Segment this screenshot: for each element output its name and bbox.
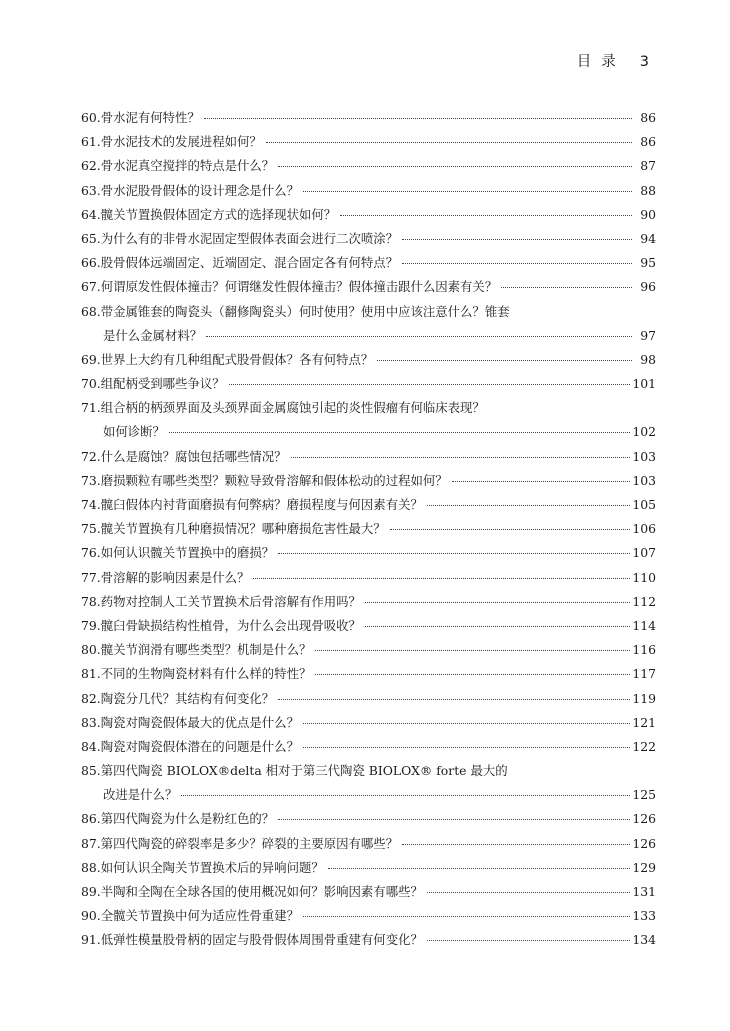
entry-number: 85.: [81, 763, 101, 779]
entry-number: 89.: [81, 884, 101, 899]
entry-page: 102: [632, 424, 656, 440]
toc-entry[interactable]: [81, 568, 656, 592]
toc-entry[interactable]: [81, 277, 656, 301]
running-header: [577, 50, 650, 71]
entry-number: 66.: [81, 255, 101, 271]
entry-number: 71.: [81, 400, 101, 416]
toc-entry[interactable]: [81, 616, 656, 640]
toc-entry[interactable]: [81, 205, 656, 229]
entry-number: 74.: [81, 497, 101, 512]
entry-page: 121: [632, 714, 656, 730]
toc-entry[interactable]: [81, 326, 656, 350]
entry-title: 陶瓷分几代？其结构有何变化？: [100, 690, 275, 706]
entry-number: 90.: [81, 908, 101, 924]
entry-title: 改进是什么？: [103, 787, 178, 803]
entry-page: 107: [632, 545, 656, 561]
toc-entry[interactable]: [81, 519, 656, 543]
entry-number: 73.: [81, 472, 101, 488]
dot-leader: [303, 916, 630, 917]
toc-entry[interactable]: [81, 713, 656, 737]
entry-title: 组合柄的柄颈界面及头颈界面金属腐蚀引起的炎性假瘤有何临床表现？: [100, 400, 485, 416]
entry-page: 90: [640, 206, 656, 222]
dot-leader: [204, 118, 632, 119]
entry-page: 101: [632, 376, 656, 392]
toc-entry[interactable]: [81, 108, 656, 132]
toc-entry[interactable]: [81, 350, 656, 374]
entry-page: 94: [640, 230, 656, 246]
dot-leader: [278, 819, 630, 820]
entry-page: 98: [640, 351, 656, 367]
dot-leader: [315, 674, 630, 675]
entry-page: 106: [632, 521, 656, 537]
entry-number: 64.: [81, 206, 101, 222]
entry-title: 何谓原发性假体撞击？何谓继发性假体撞击？假体撞击跟什么因素有关？: [100, 279, 498, 295]
dot-leader: [253, 578, 630, 579]
dot-leader: [402, 844, 630, 845]
toc-entry[interactable]: [81, 930, 656, 954]
entry-number: 78.: [81, 593, 101, 609]
dot-leader: [229, 384, 631, 385]
entry-number: 80.: [81, 642, 101, 658]
entry-title: 磨损颗粒有哪些类型？颗粒导致骨溶解和假体松动的过程如何？: [100, 472, 448, 488]
toc-entry[interactable]: [81, 737, 656, 761]
toc-entry[interactable]: [81, 882, 656, 906]
entry-number: 75.: [81, 521, 101, 537]
entry-title: 全髋关节置换中何为适应性骨重建？: [100, 908, 299, 924]
toc-entry[interactable]: [81, 495, 656, 519]
toc-entry[interactable]: [81, 689, 656, 713]
entry-title: 骨水泥技术的发展进程如何？: [100, 134, 262, 150]
entry-title: 是什么金属材料？: [103, 327, 203, 343]
dot-leader: [181, 795, 630, 796]
entry-title: 组配柄受到哪些争议？: [100, 376, 225, 392]
entry-title: 如何认识髋关节置换中的磨损？: [100, 545, 275, 561]
entry-title: 带金属锥套的陶瓷头（翻修陶瓷头）何时使用？使用中应该注意什么？锥套: [100, 303, 510, 319]
entry-title: 半陶和全陶在全球各国的使用概况如何？影响因素有哪些？: [100, 884, 423, 899]
entry-page: 96: [640, 279, 656, 295]
dot-leader: [340, 215, 632, 216]
dot-leader: [365, 602, 630, 603]
entry-number: 81.: [81, 666, 101, 682]
entry-number: 68.: [81, 303, 101, 319]
entry-page: 131: [632, 884, 656, 899]
entry-title: 如何诊断？: [103, 424, 165, 440]
entry-page: 103: [632, 448, 656, 464]
dot-leader: [303, 191, 632, 192]
entry-page: 112: [632, 593, 656, 609]
dot-leader: [278, 166, 632, 167]
entry-number: 67.: [81, 279, 101, 295]
toc-entry[interactable]: [81, 809, 656, 833]
entry-number: 72.: [81, 448, 101, 464]
toc-entry[interactable]: [81, 398, 656, 422]
entry-title: 骨水泥真空搅拌的特点是什么？: [100, 158, 275, 174]
entry-page: 126: [632, 811, 656, 827]
dot-leader: [206, 336, 632, 337]
entry-number: 77.: [81, 569, 101, 585]
entry-page: 126: [632, 835, 656, 851]
entry-number: 84.: [81, 738, 101, 754]
dot-leader: [402, 239, 632, 240]
toc-entry[interactable]: [81, 181, 656, 205]
entry-page: 86: [640, 110, 656, 125]
toc-entry[interactable]: [81, 761, 656, 785]
entry-number: 69.: [81, 351, 101, 367]
entry-number: 91.: [81, 932, 101, 948]
toc-entry[interactable]: [81, 471, 656, 495]
entry-page: 117: [632, 666, 656, 682]
entry-title: 髋关节置换有几种磨损情况？哪种磨损危害性最大？: [100, 521, 386, 537]
entry-title: 髋关节润滑有哪些类型？机制是什么？: [100, 642, 312, 658]
entry-number: 60.: [81, 110, 101, 125]
dot-leader: [427, 892, 630, 893]
entry-number: 82.: [81, 690, 101, 706]
toc-entry[interactable]: [81, 229, 656, 253]
dot-leader: [291, 457, 631, 458]
entry-title: 不同的生物陶瓷材料有什么样的特性？: [100, 666, 312, 682]
entry-number: 61.: [81, 134, 101, 150]
dot-leader: [390, 529, 631, 530]
entry-title: 第四代陶瓷为什么是粉红色的？: [100, 811, 275, 827]
toc-entry[interactable]: [81, 858, 656, 882]
dot-leader: [452, 481, 631, 482]
toc-entry[interactable]: [81, 543, 656, 567]
entry-number: 79.: [81, 617, 101, 633]
entry-number: 62.: [81, 158, 101, 174]
entry-title: 药物对控制人工关节置换术后骨溶解有作用吗？: [100, 593, 361, 609]
dot-leader: [501, 287, 632, 288]
toc-entry[interactable]: [81, 422, 656, 446]
entry-page: 129: [632, 859, 656, 875]
dot-leader: [427, 940, 630, 941]
entry-page: 116: [632, 642, 656, 658]
entry-page: 133: [632, 908, 656, 924]
toc-entry[interactable]: [81, 447, 656, 471]
toc-entry[interactable]: [81, 156, 656, 180]
entry-title: 世界上大约有几种组配式股骨假体？各有何特点？: [100, 351, 374, 367]
entry-number: 76.: [81, 545, 101, 561]
entry-title: 陶瓷对陶瓷假体最大的优点是什么？: [100, 714, 299, 730]
dot-leader: [377, 360, 632, 361]
toc-entry[interactable]: [81, 302, 656, 326]
toc-entry[interactable]: [81, 785, 656, 809]
entry-number: 63.: [81, 182, 101, 198]
entry-number: 70.: [81, 376, 101, 392]
entry-number: 65.: [81, 230, 101, 246]
entry-page: 119: [632, 690, 656, 706]
toc-entry[interactable]: [81, 132, 656, 156]
entry-page: 88: [640, 182, 656, 198]
dot-leader: [402, 263, 632, 264]
entry-page: 86: [640, 134, 656, 150]
dot-leader: [303, 723, 630, 724]
toc-entry[interactable]: [81, 834, 656, 858]
entry-title: 髋关节置换假体固定方式的选择现状如何？: [100, 206, 337, 222]
toc-entry[interactable]: [81, 592, 656, 616]
entry-title: 为什么有的非骨水泥固定型假体表面会进行二次喷涂？: [100, 230, 399, 246]
entry-page: 105: [632, 497, 656, 512]
entry-page: 122: [632, 738, 656, 754]
entry-page: 114: [632, 617, 656, 633]
entry-title: 陶瓷对陶瓷假体潜在的问题是什么？: [100, 738, 299, 754]
entry-title: 髋臼骨缺损结构性植骨，为什么会出现骨吸收？: [100, 617, 361, 633]
dot-leader: [278, 699, 630, 700]
entry-title: 第四代陶瓷 BIOLOX®delta 相对于第三代陶瓷 BIOLOX® forte 最大的: [100, 763, 508, 779]
entry-title: 髋臼假体内衬背面磨损有何弊病？磨损程度与何因素有关？: [100, 497, 423, 512]
entry-title: 骨溶解的影响因素是什么？: [100, 569, 250, 585]
entry-page: 103: [632, 472, 656, 488]
dot-leader: [278, 553, 630, 554]
entry-page: 87: [640, 158, 656, 174]
entry-page: 125: [632, 787, 656, 803]
entry-number: 87.: [81, 835, 101, 851]
entry-number: 83.: [81, 714, 101, 730]
entry-page: 95: [640, 255, 656, 271]
dot-leader: [427, 505, 630, 506]
table-of-contents: [81, 108, 656, 955]
dot-leader: [266, 142, 632, 143]
entry-title: 骨水泥有何特性？: [100, 110, 200, 125]
entry-title: 第四代陶瓷的碎裂率是多少？碎裂的主要原因有哪些？: [100, 835, 399, 851]
entry-title: 如何认识全陶关节置换术后的异响问题？: [100, 859, 324, 875]
toc-entry[interactable]: [81, 374, 656, 398]
entry-page: 134: [632, 932, 656, 948]
toc-entry[interactable]: [81, 253, 656, 277]
entry-page: 97: [640, 327, 656, 343]
dot-leader: [303, 747, 630, 748]
toc-entry[interactable]: [81, 640, 656, 664]
toc-entry[interactable]: [81, 906, 656, 930]
page-number: 3: [639, 54, 650, 70]
dot-leader: [169, 432, 630, 433]
section-title: 目录: [576, 54, 626, 70]
entry-number: 86.: [81, 811, 101, 827]
entry-number: 88.: [81, 859, 101, 875]
dot-leader: [328, 868, 631, 869]
entry-title: 股骨假体远端固定、近端固定、混合固定各有何特点？: [100, 255, 399, 271]
entry-title: 低弹性模量股骨柄的固定与股骨假体周围骨重建有何变化？: [100, 932, 423, 948]
dot-leader: [365, 626, 630, 627]
dot-leader: [315, 650, 630, 651]
entry-page: 110: [632, 569, 656, 585]
entry-title: 什么是腐蚀？腐蚀包括哪些情况？: [100, 448, 287, 464]
entry-title: 骨水泥股骨假体的设计理念是什么？: [100, 182, 299, 198]
toc-entry[interactable]: [81, 664, 656, 688]
